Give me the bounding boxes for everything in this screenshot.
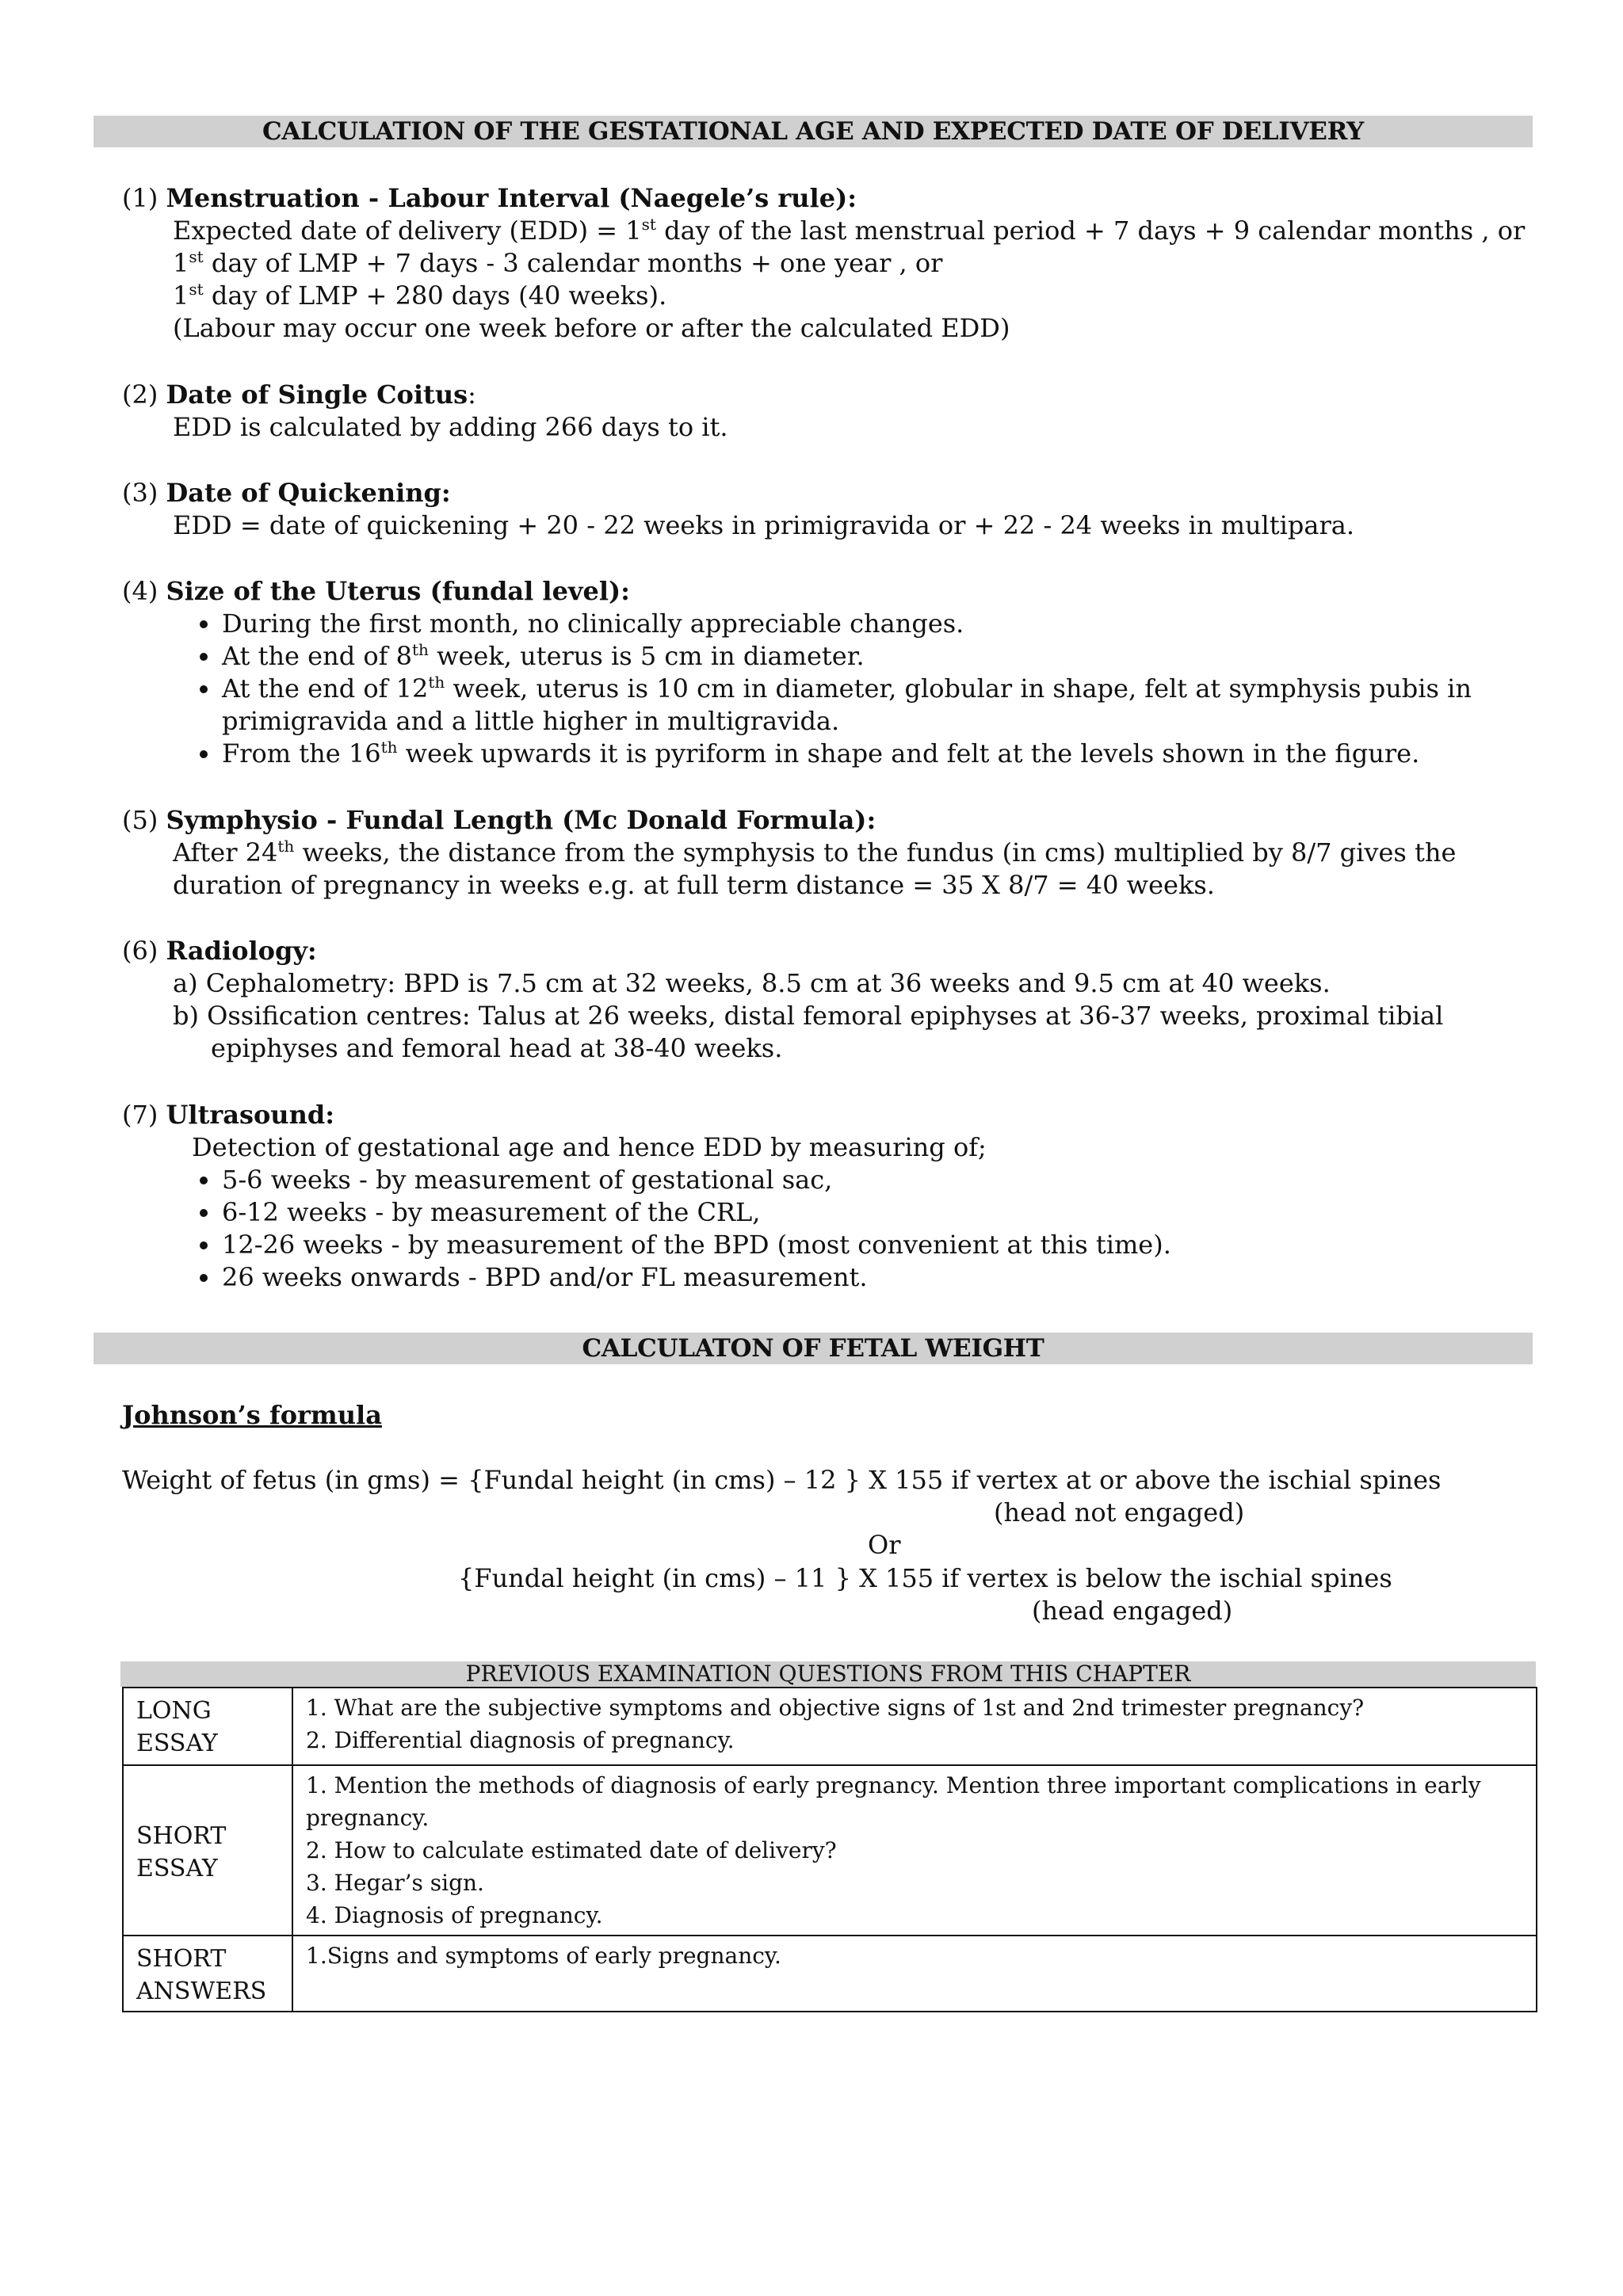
list-item: From the 16th week upwards it is pyriform in shape and felt at the levels shown in the figure. xyxy=(222,738,1553,770)
text-line: EDD = date of quickening + 20 - 22 weeks in primigravida or + 22 - 24 weeks in multipara. xyxy=(173,510,1354,540)
section-ultrasound xyxy=(122,1099,1549,1294)
formula-or: Or xyxy=(868,1530,901,1560)
bullet-list xyxy=(122,1164,1549,1294)
section-title-gestational-age: CALCULATION OF THE GESTATIONAL AGE AND EXPECTED DATE OF DELIVERY xyxy=(94,116,1533,147)
questions-cell xyxy=(292,1765,1537,1936)
text-line: 1st day of LMP + 280 days (40 weeks). xyxy=(173,280,667,311)
question: 2. Differential diagnosis of pregnancy. xyxy=(306,1727,735,1753)
text-line: 1st day of LMP + 7 days - 3 calendar months + one year , or xyxy=(173,247,943,278)
text-line: Detection of gestational age and hence EDD by measuring of; xyxy=(192,1132,987,1162)
text-line: b) Ossification centres: Talus at 26 weeks, distal femoral epiphyses at 36-37 weeks, proximal tibial xyxy=(173,1001,1444,1031)
section-single-coitus xyxy=(122,379,1549,444)
formula-line-1: Weight of fetus (in gms) = {Fundal height (in cms) – 12 } X 155 if vertex at or above the ischial spines xyxy=(122,1465,1442,1495)
table-row xyxy=(123,1765,1537,1936)
list-item: At the end of 8th week, uterus is 5 cm in diameter. xyxy=(222,640,1553,673)
category-cell: LONG ESSAY xyxy=(123,1688,292,1765)
question: 1. Mention the methods of diagnosis of early pregnancy. Mention three important complications in early pregnancy. xyxy=(306,1772,1481,1831)
table-row xyxy=(123,1688,1537,1765)
section-heading: (1) Menstruation - Labour Interval (Naegele’s rule): xyxy=(122,183,857,213)
text-line: (Labour may occur one week before or after the calculated EDD) xyxy=(173,313,1010,343)
text-line: EDD is calculated by adding 266 days to it. xyxy=(173,412,728,442)
johnson-heading: Johnson’s formula xyxy=(122,1400,382,1430)
section-quickening xyxy=(122,477,1549,542)
category-cell: SHORT ESSAY xyxy=(123,1765,292,1936)
section-heading: (4) Size of the Uterus (fundal level): xyxy=(122,576,630,606)
section-heading: (3) Date of Quickening: xyxy=(122,478,451,508)
question: 1.Signs and symptoms of early pregnancy. xyxy=(306,1943,781,1969)
section-heading: (2) Date of Single Coitus: xyxy=(122,379,476,410)
text-line: a) Cephalometry: BPD is 7.5 cm at 32 weeks, 8.5 cm at 36 weeks and 9.5 cm at 40 weeks. xyxy=(173,968,1331,998)
formula-note-2: (head engaged) xyxy=(1032,1596,1233,1626)
list-item: During the first month, no clinically appreciable changes. xyxy=(222,608,1553,640)
section-title-fetal-weight: CALCULATON OF FETAL WEIGHT xyxy=(94,1333,1533,1364)
section-heading: (6) Radiology: xyxy=(122,936,317,966)
section-radiology xyxy=(122,935,1549,1065)
section-heading: (7) Ultrasound: xyxy=(122,1100,335,1130)
list-item: 6-12 weeks - by measurement of the CRL, xyxy=(222,1196,1549,1229)
section-mcdonald xyxy=(122,804,1549,902)
category-cell: SHORT ANSWERS xyxy=(123,1936,292,2012)
list-item: 26 weeks onwards - BPD and/or FL measurement. xyxy=(222,1261,1549,1294)
questions-cell xyxy=(292,1688,1537,1765)
exam-questions-title: PREVIOUS EXAMINATION QUESTIONS FROM THIS CHAPTER xyxy=(120,1661,1536,1687)
text-line: epiphyses and femoral head at 38-40 weeks. xyxy=(211,1033,783,1063)
exam-questions-table xyxy=(122,1687,1537,2012)
formula-line-2: {Fundal height (in cms) – 11 } X 155 if vertex is below the ischial spines xyxy=(458,1563,1392,1593)
list-item: 12-26 weeks - by measurement of the BPD (most convenient at this time). xyxy=(222,1229,1549,1261)
formula-note-1: (head not engaged) xyxy=(994,1497,1245,1527)
list-item: 5-6 weeks - by measurement of gestational sac, xyxy=(222,1164,1549,1196)
question: 2. How to calculate estimated date of delivery? xyxy=(306,1837,837,1863)
text-line: After 24th weeks, the distance from the symphysis to the fundus (in cms) multiplied by 8/7 gives the duration of pregnancy in weeks e.g. at full term distance = 35 X 8/7 = 40 weeks. xyxy=(173,837,1457,900)
question: 1. What are the subjective symptoms and objective signs of 1st and 2nd trimester pregnancy? xyxy=(306,1695,1365,1721)
text-line: Expected date of delivery (EDD) = 1st day of the last menstrual period + 7 days + 9 calendar months , or xyxy=(173,215,1526,246)
section-heading: (5) Symphysio - Fundal Length (Mc Donald Formula): xyxy=(122,805,876,835)
section-naegele xyxy=(122,182,1549,345)
table-row xyxy=(123,1936,1537,2012)
question: 3. Hegar’s sign. xyxy=(306,1870,484,1896)
section-uterus-size xyxy=(122,575,1549,770)
bullet-list xyxy=(122,608,1553,770)
question: 4. Diagnosis of pregnancy. xyxy=(306,1902,603,1928)
questions-cell xyxy=(292,1936,1537,2012)
list-item: At the end of 12th week, uterus is 10 cm in diameter, globular in shape, felt at symphysis pubis in primigravida and a little higher in multigravida. xyxy=(222,673,1553,738)
